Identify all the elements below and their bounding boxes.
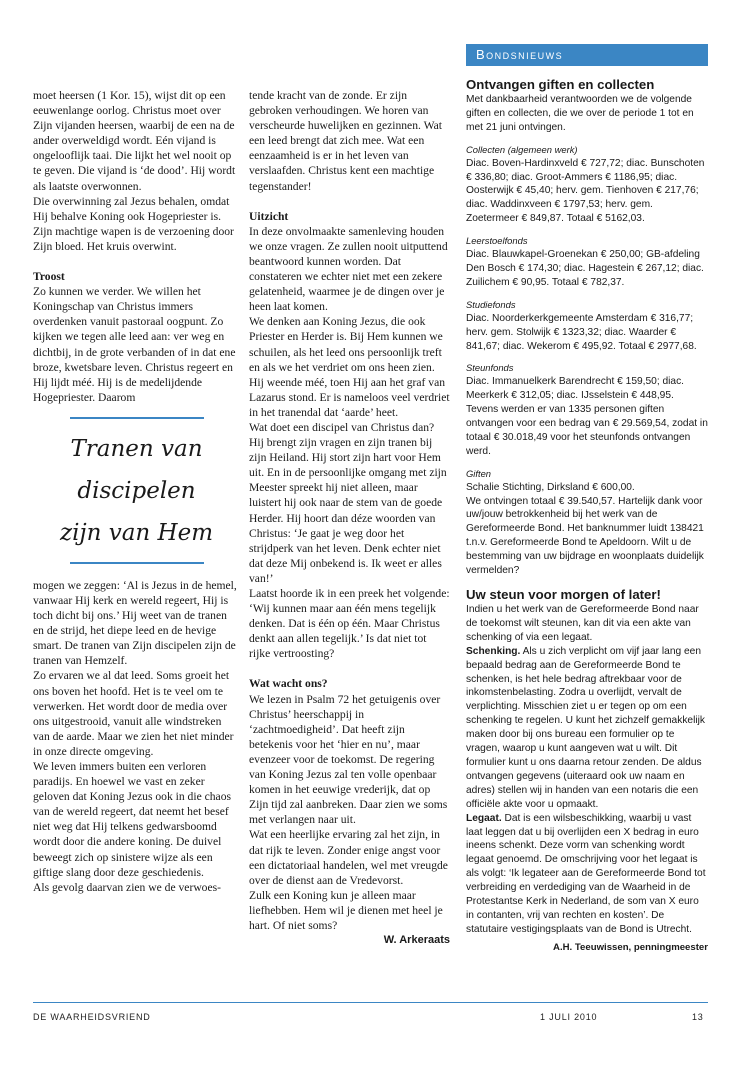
paragraph: We denken aan Koning Jezus, die ook Priester en Herder is. Bij Hem kunnen we schuilen, als het leed ons persoonlijk treft en als we het verdriet om ons heen zien. Hij weende méé, toen Hij aan het graf van Lazarus stond. Er is nameloos veel verdriet in het tranendal dat ‘aarde’ heet. (249, 315, 450, 419)
schenking-text: Als u zich verplicht om vijf jaar lang een bepaald bedrag aan de Gereformeerde Bond te schenken, is het hele bedrag aftrekbaar voor de inkomstenbelasting. Zodra u overlijdt, vervalt de verplichting. Misschien ziet u er tegen op om een schenking te regelen. U kunt het zichzelf gemakkelijk maken door bij ons bureau een formulier op te vragen, waarop u kunt aangeven wat u wilt. Dit formulier kunt u ons daarna retour zenden. De aldus ontvangen gegevens (uiteraard ook uw naam en adres) stellen wij in handen van een notaris die een officiële akte voor u opmaakt. (466, 645, 705, 810)
author-signature: A.H. Teeuwissen, penningmeester (553, 941, 708, 953)
section-heading-troost: Troost (33, 270, 65, 284)
paragraph: Wat doet een discipel van Christus dan? Hij brengt zijn vragen en zijn tranen bij zijn Heiland. Hij stort zijn hart voor Hem uit. En in de persoonlijke omgang met zijn Meester spreekt hij niet alleen, maar luistert hij ook naar de stem van de goede Herder. Hij hoort dan déze woorden van Christus: ‘Je gaat je weg door het strijdperk van het leven. Denk echter niet dat deze Mij onbekend is. Ik weet er alles van!’ (249, 420, 447, 585)
section-heading-steun: Uw steun voor morgen of later! (466, 587, 661, 602)
paragraph: Die overwinning zal Jezus behalen, omdat Hij behalve Koning ook Hogepriester is. Zijn machtige wapen is de verzoening door Zijn bloed. Het kruis overwint. (33, 194, 234, 253)
paragraph: Indien u het werk van de Gereformeerde Bond naar de toekomst wilt steunen, kan dit via een akte van schenking of via een legaat. (466, 604, 699, 643)
article-column-2 (249, 88, 450, 948)
paragraph: Zo ervaren we al dat leed. Soms groeit het ons boven het hoofd. Het is te veel om te verwerken. Het wordt door de media over ons uitgestrooid, vanuit alle windstreken van de aarde. Maar we zien het niet minder in onze directe omgeving. (33, 669, 234, 758)
pull-quote-line: zijn van Hem (59, 519, 214, 546)
legaat-text: Dat is een wilsbeschikking, waarbij u vast laat leggen dat u bij overlijden een X bedrag in euro ineens schenkt. Deze vorm van schenking wordt legaat genoemd. De omschrijving voor het legaat is als volgt: ‘Ik legateer aan de Gereformeerde Bond tot verbreiding en verdediging van de Waarheid in de Protestantse Kerk in Nederland, de som van X euro in contanten, vrij van rechten en kosten’. De statutaire vestigingsplaats van de Bond is Utrecht. (466, 812, 706, 935)
paragraph: We leven immers buiten een verloren paradijs. En hoewel we vast en zeker geloven dat Koning Jezus ook in die chaos van de wereld regeert, dat neemt het besef niet weg dat Hij telkens gedwarsboomd wordt door die andere koning. De duivel beweegt zich op sinistere wijze als een giftige slang door deze geschiedenis. (33, 760, 232, 879)
section-heading-wat-wacht-ons: Wat wacht ons? (249, 677, 328, 691)
fund-list: Diac. Immanuelkerk Barendrecht € 159,50; diac. Meerkerk € 312,05; diac. IJsselstein € 448,95. Tevens werden er van 1335 personen giften ontvangen voor een bedrag van € 29.569,54, zodat in totaal € 30.018,49 voor het steunfonds ontvangen werd. (466, 376, 708, 457)
fund-list: Schalie Stichting, Dirksland € 600,00. (466, 481, 635, 493)
page-number: 13 (692, 1012, 704, 1022)
fund-list: Diac. Noorderkerkgemeente Amsterdam € 316,77; herv. gem. Stolwijk € 1323,32; diac. Waarder € 841,67; diac. Wekerom € 495,92. Totaal € 2977,68. (466, 312, 697, 352)
article-column-1 (33, 88, 240, 895)
schenking-label: Schenking. (466, 645, 521, 657)
paragraph: We lezen in Psalm 72 het getuigenis over Christus’ heerschappij in ‘zachtmoedigheid’. Dat heeft zijn betekenis voor het ‘hier en nu’, maar evenzeer voor de toekomst. De regering van Koning Jezus zal ten volle openbaar komen in het eeuwige vrederijk, dat op Zijn tijd zal aanbreken. Daar zien we soms met verlangen naar uit. (249, 692, 448, 827)
paragraph: Met dankbaarheid verantwoorden we de volgende giften en collecten, die we over de periode 1 tot en met 21 juni ontvingen. (466, 94, 694, 133)
fund-list: Diac. Blauwkapel-Groenekan € 250,00; GB-afdeling Den Bosch € 174,30; diac. Hagestein € 267,12; diac. Zuilichem € 90,95. Totaal € 782,37. (466, 249, 704, 288)
footer-publication (33, 1012, 151, 1022)
fund-label: Steunfonds (466, 362, 514, 374)
footer-rule (33, 1002, 708, 1003)
paragraph: Zo kunnen we verder. We willen het Koningschap van Christus immers overdenken vanuit pastoraal oogpunt. Zo kijken we tegen alle leed aan: ver weg en dichtbij, in de grote verbanden of in dat ene broze, kwetsbare leven. Christus regeert en Hij lijdt méé. Hij is de medelijdende Hogepriester. Daarom (33, 285, 236, 404)
fund-label: Studiefonds (466, 298, 516, 310)
bondsnieuws-column (466, 76, 708, 955)
pull-quote-line: discipelen (77, 477, 196, 504)
paragraph: Zulk een Koning kun je alleen maar liefhebben. Hem wil je dienen met heel je hart. Of niet soms? (249, 888, 443, 932)
legaat-label: Legaat. (466, 812, 502, 824)
author-signature: W. Arkeraats (383, 934, 450, 947)
paragraph: We ontvingen totaal € 39.540,57. Hartelijk dank voor uw/jouw betrokkenheid bij het werk van de Gereformeerde Bond. Het banknummer luidt 138421 t.n.v. Gereformeerde Bond te Apeldoorn. Wilt u de bestemming van uw bijdrage en woonplaats duidelijk vermelden? (466, 495, 704, 577)
fund-label: Collecten (algemeen werk) (466, 143, 578, 155)
section-heading-uitzicht: Uitzicht (249, 209, 289, 223)
paragraph: In deze onvolmaakte samenleving houden we onze vragen. Ze zullen nooit uitputtend beantwoord kunnen worden. Dat constateren we echter niet met een zekere gelatenheid, waarmee je de dingen over je heen laat komen. (249, 224, 448, 314)
footer-date (540, 1012, 597, 1022)
pull-quote-line: Tranen van (70, 435, 203, 462)
fund-label: Leerstoelfonds (466, 235, 528, 247)
section-banner (466, 44, 708, 66)
fund-list: Diac. Boven-Hardinxveld € 727,72; diac. Bunschoten € 336,80; diac. Groot-Ammers € 1186,95; diac. Oosterwijk € 45,40; herv. gem. Tienhoven € 217,76; diac. Waddinxveen € 1797,53; herv. gem. Zoetermeer € 849,87. Totaal € 5162,03. (466, 157, 705, 225)
fund-label: Giften (466, 467, 492, 479)
paragraph: Wat een heerlijke ervaring zal het zijn, in dat rijk te leven. Zonder enige angst voor een dictatoriaal handelen, wel met vreugde over de dienst aan de Vredevorst. (249, 828, 448, 887)
section-heading-giften: Ontvangen giften en collecten (466, 77, 655, 92)
footer-publication-text: DE WAARHEIDSVRIEND (33, 1012, 151, 1022)
paragraph: Laatst hoorde ik in een preek het volgende: ‘Wij kunnen maar aan één mens tegelijk denken. Dat is één op één. Maar Christus denkt aan allen tegelijk.’ Is dat niet tot rijke vertroosting? (249, 587, 450, 661)
footer-date-text: 1 JULI 2010 (540, 1012, 598, 1022)
paragraph-schenking (466, 645, 708, 812)
section-banner-label: Bondsnieuws (476, 47, 564, 62)
paragraph: mogen we zeggen: ‘Al is Jezus in de hemel, vanwaar Hij kerk en wereld regeert, Hij is toch dicht bij ons.’ Hij weet van de tranen en de strijd, het diepe leed en de hevige smart. De tranen van Zijn discipelen zijn de tranen van Hemzelf. (33, 578, 237, 668)
paragraph: Als gevolg daarvan zien we de verwoes- (33, 880, 222, 894)
pull-quote-rule-bottom (70, 562, 204, 564)
paragraph-legaat (466, 812, 708, 937)
pull-quote (33, 417, 240, 564)
paragraph: moet heersen (1 Kor. 15), wijst dit op een eeuwenlange oorlog. Christus moet over Zijn vijanden heersen, waarbij de een na de ander overweldigd wordt. Eén vijand is ongelooflijk taai. Die lijkt het wel nooit op te geven. Die vijand is ‘de dood’. Hij wordt als laatste overwonnen. (33, 89, 236, 193)
paragraph: tende kracht van de zonde. Er zijn gebroken verhoudingen. We horen van verscheurde huwelijken en gezinnen. Wat een leed brengt dat zich mee. Wat een eenzaamheid is er in het leven van verslaafden. Christus kent een machtige tegenstander! (249, 89, 442, 193)
